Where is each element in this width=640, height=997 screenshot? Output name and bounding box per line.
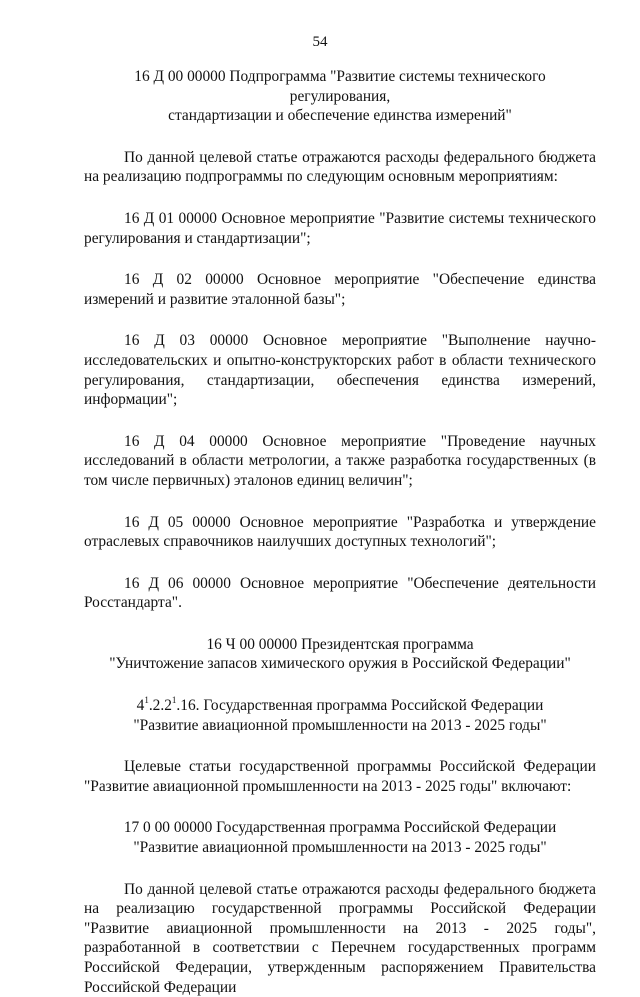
- presidential-program-line-1: 16 Ч 00 00000 Президентская программа: [206, 635, 474, 653]
- page-number: 54: [312, 34, 328, 50]
- measure-item-03: 16 Д 03 00000 Основное мероприятие "Выполнение научно-исследовательских и опытно-конструкторских работ в области технического регулирования, стандартизации, обеспечения единства измерений, информации";: [84, 332, 596, 409]
- presidential-program-line-2: "Уничтожение запасов химического оружия в Российской Федерации": [109, 655, 571, 673]
- subprogram-heading: [84, 67, 596, 126]
- section-heading: [84, 696, 596, 735]
- document-body: [84, 67, 596, 997]
- section-heading-line-1: [84, 696, 596, 716]
- program-heading-line-1: 17 0 00 00000 Государственная программа Российской Федерации: [123, 819, 557, 837]
- final-paragraph: По данной целевой статье отражаются расходы федерального бюджета на реализацию государственной программы Российской Федерации "Развитие авиационной промышленности на 2013 - 2025 годы", разработанной в соответствии с Перечнем государственных программ Российской Федерации, утвержденным распоряжением Правительства Российской Федерации: [84, 880, 596, 996]
- subprogram-heading-line-2: стандартизации и обеспечение единства измерений": [168, 107, 512, 125]
- intro-paragraph: По данной целевой статье отражаются расходы федерального бюджета на реализацию подпрограммы по следующим основным мероприятиям:: [84, 148, 596, 186]
- measure-item-02: 16 Д 02 00000 Основное мероприятие "Обеспечение единства измерений и развитие эталонной базы";: [84, 271, 596, 308]
- section-heading-title: Государственная программа Российской Федерации: [203, 697, 544, 715]
- measure-item-06: 16 Д 06 00000 Основное мероприятие "Обеспечение деятельности Росстандарта".: [84, 574, 596, 612]
- measure-item-01: 16 Д 01 00000 Основное мероприятие "Развитие системы технического регулирования и стандартизации";: [84, 209, 596, 247]
- section-heading-line-2: "Развитие авиационной промышленности на 2013 - 2025 годы": [133, 716, 547, 734]
- presidential-program-heading: [84, 635, 596, 674]
- subprogram-heading-line-1: 16 Д 00 00000 Подпрограмма "Развитие системы технического регулирования,: [134, 68, 546, 105]
- targets-paragraph: Целевые статьи государственной программы Российской Федерации "Развитие авиационной промышленности на 2013 - 2025 годы" включают:: [84, 758, 596, 795]
- program-heading-line-2: "Развитие авиационной промышленности на 2013 - 2025 годы": [133, 839, 547, 857]
- section-number: $4^1.2.2^1.16$.: [136, 694, 200, 715]
- measure-item-04: 16 Д 04 00000 Основное мероприятие "Проведение научных исследований в области метрологии, а также разработка государственных (в том числе первичных) эталонов единиц величин";: [84, 432, 596, 489]
- measure-item-05: 16 Д 05 00000 Основное мероприятие "Разработка и утверждение отраслевых справочников наилучших доступных технологий";: [84, 513, 596, 551]
- program-heading: [84, 818, 596, 857]
